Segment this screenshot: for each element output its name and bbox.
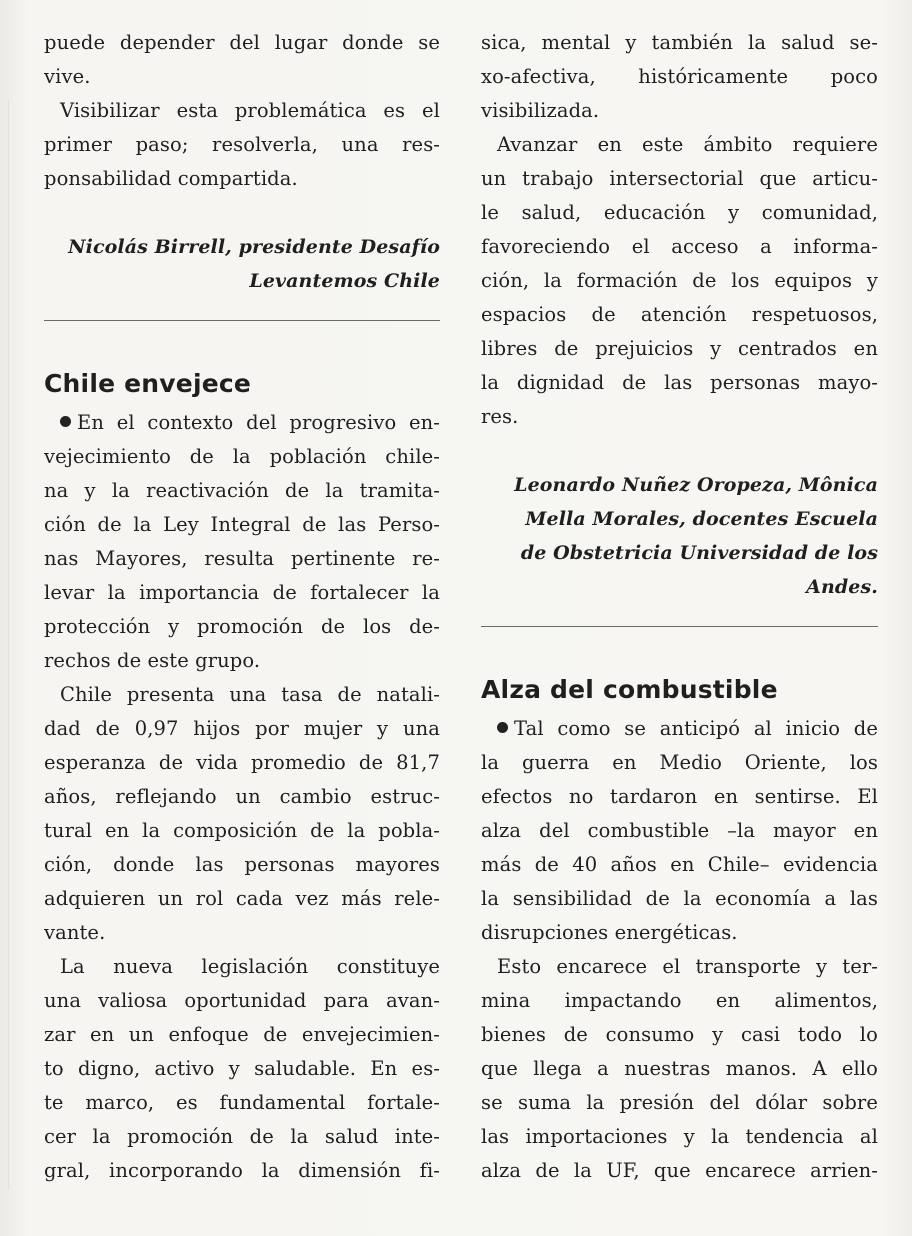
- letter1-paragraph-2: [44, 94, 440, 196]
- text-line: dad de 0,97 hijos por mujer y una: [44, 717, 440, 740]
- text-line: años, reflejando un cambio estruc-: [44, 785, 440, 808]
- letter3-paragraph-1: [481, 712, 878, 950]
- text-line-content: En el contexto del progresivo en-: [77, 411, 440, 434]
- text-line: xo-afectiva, históricamente poco: [481, 65, 878, 88]
- text-line: le salud, educación y comunidad,: [481, 201, 878, 224]
- letter2-paragraph-2: [44, 678, 440, 950]
- text-line: que llega a nuestras manos. A ello: [481, 1057, 878, 1080]
- text-line: vejecimiento de la población chile-: [44, 445, 440, 468]
- signature-line: Nicolás Birrell, presidente Desafío: [68, 236, 440, 258]
- bullet-icon: [497, 722, 508, 733]
- text-line: Visibilizar esta problemática es el: [60, 99, 440, 122]
- signature-line: Andes.: [806, 576, 878, 598]
- text-line: la sensibilidad de la economía a las: [481, 887, 878, 910]
- text-line: más de 40 años en Chile– evidencia: [481, 853, 878, 876]
- text-line: ción de la Ley Integral de las Perso-: [44, 513, 440, 536]
- text-line: alza del combustible –la mayor en: [481, 819, 878, 842]
- text-line: res.: [481, 405, 519, 428]
- text-line: to digno, activo y saludable. En es-: [44, 1057, 440, 1080]
- left-page-edge: [0, 100, 9, 1190]
- letter2-paragraph-3: [44, 950, 440, 1188]
- text-line-content: Tal como se anticipó al inicio de: [514, 717, 878, 740]
- text-line: Avanzar en este ámbito requiere: [497, 133, 878, 156]
- bullet-icon: [60, 416, 71, 427]
- signature-line: Levantemos Chile: [249, 270, 440, 292]
- text-line: espacios de atención respetuosos,: [481, 303, 878, 326]
- text-line: protección y promoción de los de-: [44, 615, 440, 638]
- text-line: puede depender del lugar donde se: [44, 31, 440, 54]
- text-line: Chile presenta una tasa de natali-: [60, 683, 440, 706]
- text-line: disrupciones energéticas.: [481, 921, 738, 944]
- signature-line: Leonardo Nuñez Oropeza, Mônica: [514, 474, 878, 496]
- text-line: sica, mental y también la salud se-: [481, 31, 878, 54]
- text-line: Esto encarece el transporte y ter-: [497, 955, 878, 978]
- text-line: gral, incorporando la dimensión fi-: [44, 1159, 440, 1182]
- text-line: La nueva legislación constituye: [60, 955, 440, 978]
- signature-line: de Obstetricia Universidad de los: [520, 542, 878, 564]
- signature-line: Mella Morales, docentes Escuela: [525, 508, 878, 530]
- text-line: zar en un enfoque de envejecimien-: [44, 1023, 440, 1046]
- text-line: esperanza de vida promedio de 81,7: [44, 751, 440, 774]
- letter2-paragraph-3-continued: [481, 26, 878, 128]
- section-divider: [44, 320, 440, 321]
- text-line: rechos de este grupo.: [44, 649, 261, 672]
- text-line: na y la reactivación de la tramita-: [44, 479, 440, 502]
- text-line: tural en la composición de la pobla-: [44, 819, 440, 842]
- text-line: adquieren un rol cada vez más rele-: [44, 887, 440, 910]
- headline-alza-del-combustible: Alza del combustible: [481, 675, 778, 704]
- text-line: ción, la formación de los equipos y: [481, 269, 878, 292]
- letter3-paragraph-2: [481, 950, 878, 1188]
- section-divider: [481, 626, 878, 627]
- text-line: bienes de consumo y casi todo lo: [481, 1023, 878, 1046]
- signature-1: [44, 230, 440, 298]
- letter1-tail-paragraph: [44, 26, 440, 94]
- text-line: efectos no tardaron en sentirse. El: [481, 785, 878, 808]
- text-line: las importaciones y la tendencia al: [481, 1125, 878, 1148]
- text-line: visibilizada.: [481, 99, 600, 122]
- text-line: vante.: [44, 921, 106, 944]
- text-line: te marco, es fundamental fortale-: [44, 1091, 440, 1114]
- text-line: cer la promoción de la salud inte-: [44, 1125, 440, 1148]
- text-line: una valiosa oportunidad para avan-: [44, 989, 440, 1012]
- text-line: libres de prejuicios y centrados en: [481, 337, 878, 360]
- letter2-paragraph-4: [481, 128, 878, 434]
- left-column: [44, 26, 440, 1188]
- text-line: ponsabilidad compartida.: [44, 167, 298, 190]
- letter2-paragraph-1: [44, 406, 440, 678]
- text-line: levar la importancia de fortalecer la: [44, 581, 440, 604]
- text-line: mina impactando en alimentos,: [481, 989, 878, 1012]
- text-line: [44, 406, 440, 440]
- text-line: la dignidad de las personas mayo-: [481, 371, 878, 394]
- text-line: alza de la UF, que encarece arrien-: [481, 1159, 878, 1182]
- text-line: un trabajo intersectorial que articu-: [481, 167, 878, 190]
- text-line: ción, donde las personas mayores: [44, 853, 440, 876]
- headline-chile-envejece: Chile envejece: [44, 369, 252, 398]
- text-line: nas Mayores, resulta pertinente re-: [44, 547, 440, 570]
- text-line: se suma la presión del dólar sobre: [481, 1091, 878, 1114]
- signature-2: [481, 468, 878, 604]
- text-line: vive.: [44, 65, 91, 88]
- text-line: la guerra en Medio Oriente, los: [481, 751, 878, 774]
- right-column: [481, 26, 878, 1188]
- text-line: [481, 712, 878, 746]
- text-line: primer paso; resolverla, una res-: [44, 133, 440, 156]
- text-line: favoreciendo el acceso a informa-: [481, 235, 878, 258]
